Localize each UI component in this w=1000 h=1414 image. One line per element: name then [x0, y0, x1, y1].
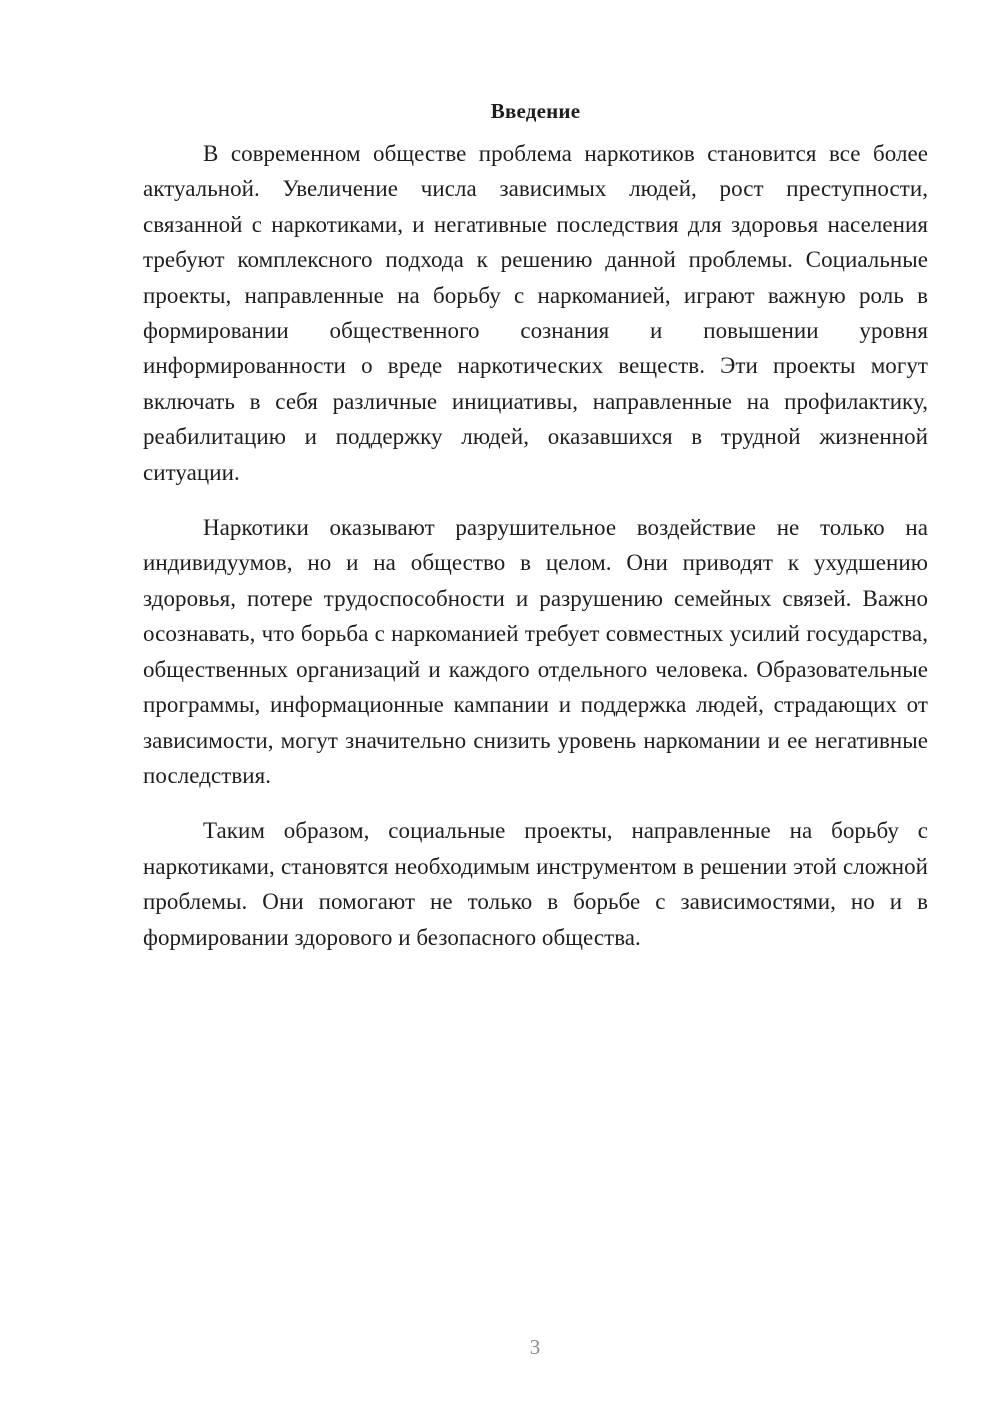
paragraph-2: Наркотики оказывают разрушительное воздействие не только на индивидуумов, но и на общество в целом. Они приводят к ухудшению здоровья, потере трудоспособности и разрушению семейных связей. Важно осознавать, что борьба с наркоманией требует совместных усилий государства, общественных организаций и каждого отдельного человека. Образовательные программы, информационные кампании и поддержка людей, страдающих от зависимости, могут значительно снизить уровень наркомании и ее негативные последствия.	[143, 515, 928, 788]
paragraph-3: Таким образом, социальные проекты, направленные на борьбу с наркотиками, становятся необходимым инструментом в решении этой сложной проблемы. Они помогают не только в борьбе с зависимостями, но и в формировании здорового и безопасного общества.	[143, 818, 928, 950]
document-page	[143, 96, 928, 955]
page-number: 3	[529, 1335, 541, 1359]
paragraph-1: В современном обществе проблема наркотиков становится все более актуальной. Увеличение числа зависимых людей, рост преступности, связанной с наркотиками, и негативные последствия для здоровья населения требуют комплексного подхода к решению данной проблемы. Социальные проекты, направленные на борьбу с наркоманией, играют важную роль в формировании общественного сознания и повышении уровня информированности о вреде наркотических веществ. Эти проекты могут включать в себя различные инициативы, направленные на профилактику, реабилитацию и поддержку людей, оказавшихся в трудной жизненной ситуации.	[143, 141, 928, 485]
section-heading: Введение	[490, 99, 581, 123]
